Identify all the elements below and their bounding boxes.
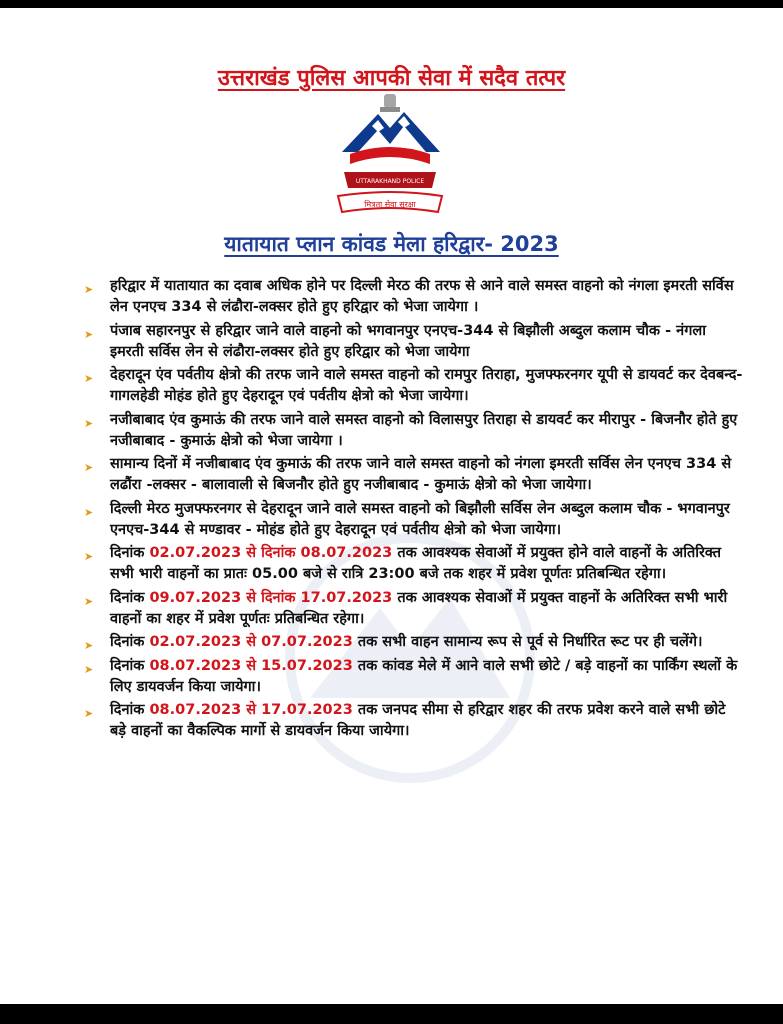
date-range: 09.07.2023 से दिनांक 17.07.2023 [149,589,393,606]
bullet-arrow-icon: ➤ [84,283,94,296]
svg-text:UTTARAKHAND POLICE: UTTARAKHAND POLICE [355,178,425,185]
list-item: ➤ दिल्ली मेरठ मुजफ्फरनगर से देहरादून जाने वाले समस्त वाहनो को बिझौली सर्विस लेन अब्दुल कलाम चौक - भगवानपुर एनएच-344 से मण्डावर - मोहंड होते हुए देहरादून एवं पर्वतीय क्षेत्रो को भेजा जायेगा। [84,500,730,538]
date-range: 02.07.2023 से 07.07.2023 [149,634,353,650]
plan-subtitle: यातायात प्लान कांवड मेला हरिद्वार- 2023 [224,232,559,256]
list-item: ➤ सामान्य दिनों में नजीबाबाद एंव कुमाऊं की तरफ जाने वाले समस्त वाहनो को नंगला इमरती सर्विस लेन एनएच 334 से लढौंरा -लक्सर - बालावाली से बिजनौर होते हुए नजीबाबाद - कुमाऊं क्षेत्रो को भेजा जायेगा। [84,456,732,493]
page-title: उत्तराखंड पुलिस आपकी सेवा में सदैव तत्पर [217,66,566,91]
list-item: ➤ दिनांक 02.07.2023 से 07.07.2023 तक सभी वाहन सामान्य रूप से पूर्व से निर्धारित रूट पर ही चलेंगे। [84,632,744,653]
bullet-arrow-icon: ➤ [84,594,94,608]
emblem-motto: मित्रता सेवा सुरक्षा [364,200,416,209]
list-item: ➤ दिनांक 08.07.2023 से 15.07.2023 तक कांवड मेले में आने वाले सभी छोटे / बड़े वाहनों का पार्किंग स्थलों के लिए डायवर्जन किया जायेगा। [84,657,738,695]
bullet-arrow-icon: ➤ [84,662,94,676]
bullet-arrow-icon: ➤ [84,505,94,519]
uttarakhand-police-emblem-icon [328,92,452,218]
list-item: ➤ दिनांक 02.07.2023 से दिनांक 08.07.2023 तक आवश्यक सेवाओं में प्रयुक्त होने वाले वाहनों के अतिरिक्त सभी भारी वाहनों का प्रातः 05.00 बजे से रात्रि 23:00 बजे तक शहर में प्रवेश पूर्णतः प्रतिबन्धित रहेगा। [84,545,721,582]
list-item: ➤ नजीबाबाद एंव कुमाऊं की तरफ जाने वाले समस्त वाहनो को विलासपुर तिराहा से डायवर्ट कर मीरापुर - बिजनौर होते हुए नजीबाबाद - कुमाऊं क्षेत्रो को भेजा जायेगा । [84,411,738,449]
bullet-arrow-icon: ➤ [84,639,94,652]
bullet-arrow-icon: ➤ [84,707,94,720]
list-item: ➤ दिनांक 08.07.2023 से 17.07.2023 तक जनपद सीमा से हरिद्वार शहर की तरफ प्रवेश करने वाले सभी छोटे बड़े वाहनों का वैकल्पिक मार्गो से डायवर्जन किया जायेगा। [84,702,726,739]
date-range: 08.07.2023 से 17.07.2023 [149,702,353,718]
top-black-bar [0,0,783,8]
bullet-arrow-icon: ➤ [84,461,94,474]
bullet-arrow-icon: ➤ [84,327,94,341]
list-item: ➤ देहरादून एंव पर्वतीय क्षेत्रो की तरफ जाने वाले समस्त वाहनो को रामपुर तिराहा, मुजफ्फरनगर यूपी से डायवर्ट कर देवबन्द- गागलहेडी मोहंड होते हुए देहरादून एवं पर्वतीय क्षेत्रो को भेजा जायेगा। [84,367,743,404]
bullet-arrow-icon: ➤ [84,550,94,563]
bullet-arrow-icon: ➤ [84,372,94,385]
date-range: 02.07.2023 से दिनांक 08.07.2023 [149,545,393,561]
list-item: ➤ हरिद्वार में यातायात का दवाब अधिक होने पर दिल्ली मेरठ की तरफ से आने वाले समस्त वाहनो को नंगला इमरती सर्विस लेन एनएच 334 से लंढौरा-लक्सर होते हुए हरिद्वार को भेजा जायेगा । [84,278,734,315]
list-item: ➤ पंजाब सहारनपुर से हरिद्वार जाने वाले वाहनो को भगवानपुर एनएच-344 से बिझौली अब्दुल कलाम चौक - नंगला इमरती सर्विस लेन से लंढौरा-लक्सर होते हुए हरिद्वार को भेजा जायेगा [84,322,706,360]
bottom-black-bar [0,1004,783,1024]
list-item: ➤ दिनांक 09.07.2023 से दिनांक 17.07.2023 तक आवश्यक सेवाओं में प्रयुक्त वाहनों के अतिरिक्त सभी भारी वाहनों का शहर में प्रवेश पूर्णतः प्रतिबन्धित रहेगा। [84,589,728,627]
date-range: 08.07.2023 से 15.07.2023 [149,657,353,674]
bullet-arrow-icon: ➤ [84,416,94,430]
traffic-plan-list [84,276,744,745]
